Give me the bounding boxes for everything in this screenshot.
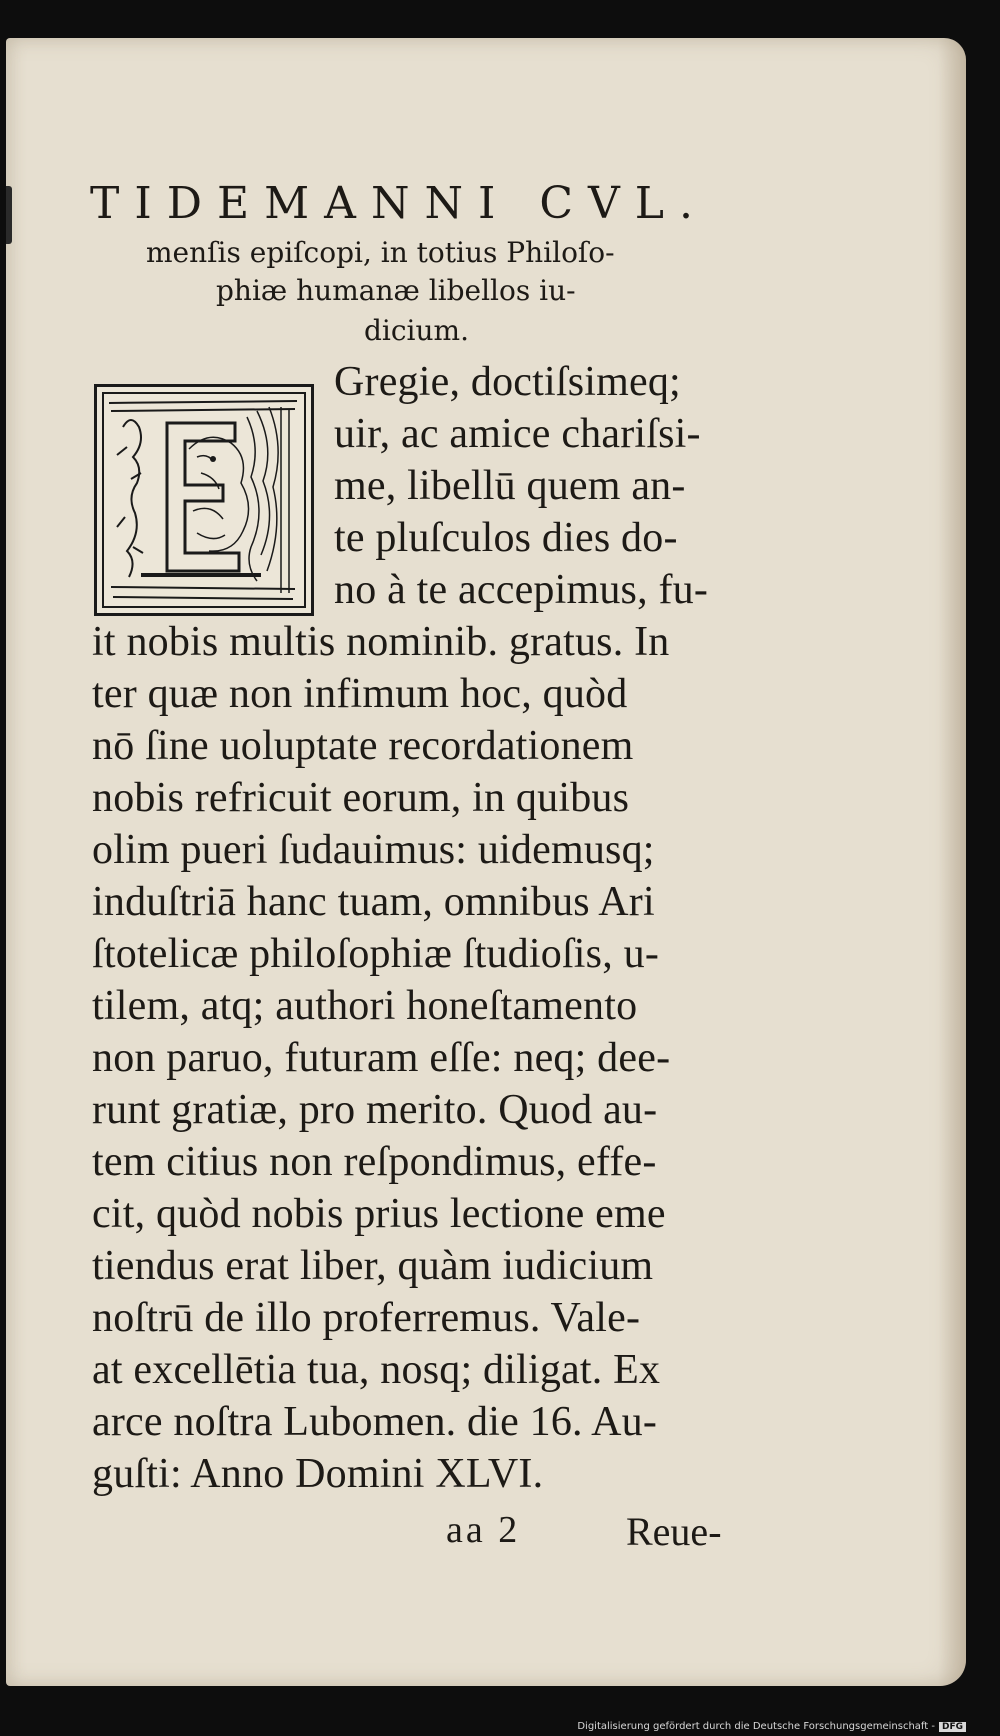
body-line: nobis refricuit eorum, in quibus (92, 775, 630, 821)
body-line: cit, quòd nobis prius lectione eme (92, 1191, 666, 1237)
body-line: noſtrū de illo proferremus. Vale- (92, 1295, 641, 1341)
catchword: Reue- (626, 1509, 722, 1554)
heading-line-4: dicium. (364, 314, 469, 347)
heading-line-1: TIDEMANNI CVL. (90, 178, 708, 229)
body-line: non paruo, futuram eſſe: neq; dee- (92, 1035, 671, 1081)
body-line-beside-initial: uir, ac amice chariſsi- (334, 411, 701, 457)
decorated-initial (94, 384, 314, 616)
body-line: induſtriā hanc tuam, omnibus Ari (92, 879, 655, 925)
page-edge-shadow (938, 38, 966, 1686)
body-line: olim pueri ſudauimus: uidemusq; (92, 827, 655, 873)
body-line-beside-initial: Gregie, doctiſsimeq; (334, 359, 681, 405)
body-line-beside-initial: no à te accepimus, fu- (334, 567, 709, 613)
decorated-initial-woodcut (97, 387, 311, 613)
footer-text: Digitalisierung gefördert durch die Deutsche Forschungsgemeinschaft - (577, 1721, 935, 1732)
body-line: ſtotelicæ philoſophiæ ſtudioſis, u- (92, 931, 660, 977)
body-line: nō ſine uoluptate recordationem (92, 723, 634, 769)
body-line: it nobis multis nominib. gratus. In (92, 619, 670, 665)
digitization-footer (577, 1721, 966, 1732)
heading-line-2: menſis epiſcopi, in totius Philoſo- (146, 236, 615, 269)
body-line-beside-initial: te pluſculos dies do- (334, 515, 678, 561)
body-line: ter quæ non infimum hoc, quòd (92, 671, 628, 717)
body-line: arce noſtra Lubomen. die 16. Au- (92, 1399, 658, 1445)
body-line-beside-initial: me, libellū quem an- (334, 463, 686, 509)
binding-mark (6, 186, 12, 244)
dfg-logo-icon: DFG (939, 1722, 966, 1732)
body-line: tilem, atq; authori honeſtamento (92, 983, 638, 1029)
signature-mark: aa 2 (446, 1509, 521, 1551)
book-page (6, 38, 966, 1686)
body-line: guſti: Anno Domini XLVI. (92, 1451, 544, 1497)
heading-line-3: phiæ humanæ libellos iu- (216, 274, 576, 307)
body-line: tem citius non reſpondimus, effe- (92, 1139, 657, 1185)
body-line: at excellētia tua, nosq; diligat. Ex (92, 1347, 661, 1393)
body-line: runt gratiæ, pro merito. Quod au- (92, 1087, 658, 1133)
body-line: tiendus erat liber, quàm iudicium (92, 1243, 654, 1289)
